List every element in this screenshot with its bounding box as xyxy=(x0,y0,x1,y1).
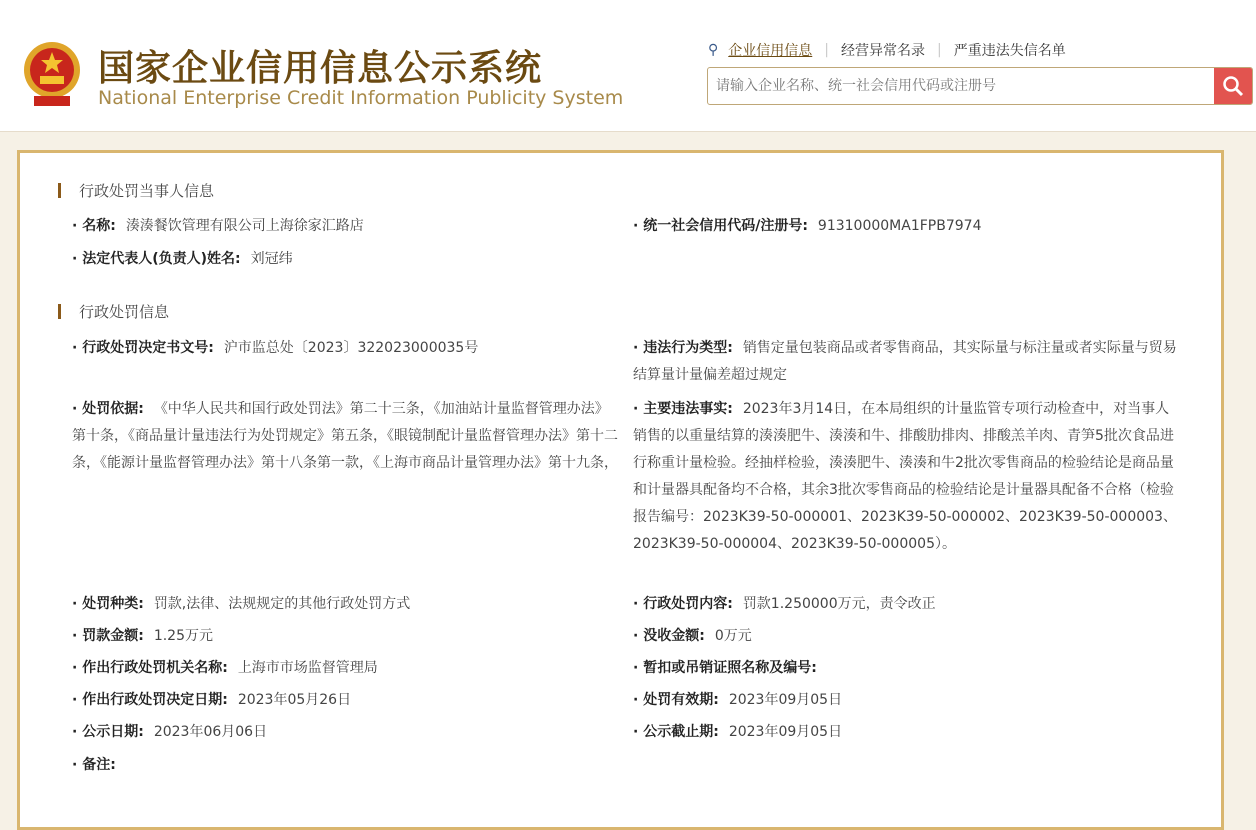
value: 罚款1.250000万元，责令改正 xyxy=(742,596,936,612)
search-icon xyxy=(1222,75,1244,97)
field-remarks xyxy=(72,752,620,779)
site-subtitle: National Enterprise Credit Information Publicity System xyxy=(98,87,624,109)
nav-credit-info[interactable]: 企业信用信息 xyxy=(728,43,813,59)
field-penalty-content xyxy=(633,591,1181,618)
field-legal-rep xyxy=(72,246,620,273)
label: · 主要违法事实: xyxy=(633,401,733,417)
nav-abnormal-list[interactable]: 经营异常名录 xyxy=(840,43,925,59)
value: 《中华人民共和国行政处罚法》第二十三条，《加油站计量监督管理办法》第十条，《商品量计量违法行为处罚规定》第五条，《眼镜制配计量监督管理办法》第十二条，《能源计量监督管理办法》第十八条第一款，《上海市商品计量管理办法》第十九条， xyxy=(72,401,618,471)
label: · 没收金额: xyxy=(633,628,705,644)
label: · 处罚种类: xyxy=(72,596,144,612)
label: · 作出行政处罚机关名称: xyxy=(72,660,228,676)
value: 2023年05月26日 xyxy=(237,692,352,708)
field-violation-type xyxy=(633,335,1181,389)
penalty-detail-panel xyxy=(17,150,1224,830)
field-publicity-end xyxy=(633,719,1181,746)
value: 0万元 xyxy=(714,628,752,644)
section-penalty-info xyxy=(58,301,169,322)
field-authority xyxy=(72,655,620,682)
value: 湊湊餐饮管理有限公司上海徐家汇路店 xyxy=(125,218,364,234)
field-doc-number xyxy=(72,335,620,362)
label: · 处罚有效期: xyxy=(633,692,719,708)
field-confiscation xyxy=(633,623,1181,650)
value: 91310000MA1FPB7974 xyxy=(817,218,982,234)
label: · 备注: xyxy=(72,757,116,773)
label: · 作出行政处罚决定日期: xyxy=(72,692,228,708)
value: 销售定量包装商品或者零售商品，其实际量与标注量或者实际量与贸易结算量计量偏差超过规定 xyxy=(633,340,1177,383)
site-header xyxy=(0,0,1256,132)
label: · 行政处罚内容: xyxy=(633,596,733,612)
value: 上海市市场监督管理局 xyxy=(237,660,378,676)
section-party-info xyxy=(58,180,214,201)
field-name xyxy=(72,213,620,240)
label: · 统一社会信用代码/注册号: xyxy=(633,218,808,234)
nav-divider: | xyxy=(936,42,942,58)
nav-blacklist[interactable]: 严重违法失信名单 xyxy=(953,43,1066,59)
value: 沪市监总处〔2023〕322023000035号 xyxy=(223,340,479,356)
value: 1.25万元 xyxy=(153,628,213,644)
field-decision-date xyxy=(72,687,620,714)
value: 2023年3月14日，在本局组织的计量监管专项行动检查中，对当事人销售的以重量结算的湊湊肥牛、湊湊和牛、排酸肋排肉、排酸羔羊肉、青笋5批次食品进行称重计量检验。经抽样检验，湊湊肥牛、湊湊和牛2批次零售商品的检验结论是商品量和计量器具配备均不合格，其余3批次零售商品的检验结论是计量器具配备不合格（检验报告编号：2023K39-50-000001、2023K39-50-000002、2023K39-50-000003、2023K39-50-000004、2023K39-50-000005）。 xyxy=(633,401,1177,552)
label: · 罚款金额: xyxy=(72,628,144,644)
label: · 公示日期: xyxy=(72,724,144,740)
field-valid-until xyxy=(633,687,1181,714)
nav-divider: | xyxy=(824,42,829,58)
label: · 暂扣或吊销证照名称及编号: xyxy=(633,660,817,676)
section-title: 行政处罚信息 xyxy=(79,303,170,321)
search-bar xyxy=(707,67,1253,105)
value: 罚款,法律、法规规定的其他行政处罚方式 xyxy=(153,596,411,612)
field-fine xyxy=(72,623,620,650)
field-penalty-kind xyxy=(72,591,620,618)
value: 刘冠纬 xyxy=(250,251,293,267)
section-marker xyxy=(58,304,61,319)
label: · 行政处罚决定书文号: xyxy=(72,340,214,356)
value: 2023年06月06日 xyxy=(153,724,268,740)
value: 2023年09月05日 xyxy=(728,724,843,740)
section-title: 行政处罚当事人信息 xyxy=(79,182,215,200)
field-credit-code xyxy=(633,213,1181,240)
field-basis xyxy=(72,396,620,477)
national-emblem-icon xyxy=(22,40,82,108)
label: · 法定代表人(负责人)姓名: xyxy=(72,251,241,267)
top-nav xyxy=(708,40,1066,60)
section-marker xyxy=(58,183,61,198)
label: · 处罚依据: xyxy=(72,401,144,417)
field-license xyxy=(633,655,1181,682)
search-icon: ⚲ xyxy=(708,42,719,58)
search-button[interactable] xyxy=(1214,68,1252,104)
search-input[interactable] xyxy=(708,68,1214,104)
label: · 名称: xyxy=(72,218,116,234)
site-title: 国家企业信用信息公示系统 xyxy=(98,48,543,89)
field-publicity-date xyxy=(72,719,620,746)
label: · 违法行为类型: xyxy=(633,340,733,356)
label: · 公示截止期: xyxy=(633,724,719,740)
field-facts xyxy=(633,396,1181,558)
value: 2023年09月05日 xyxy=(728,692,843,708)
